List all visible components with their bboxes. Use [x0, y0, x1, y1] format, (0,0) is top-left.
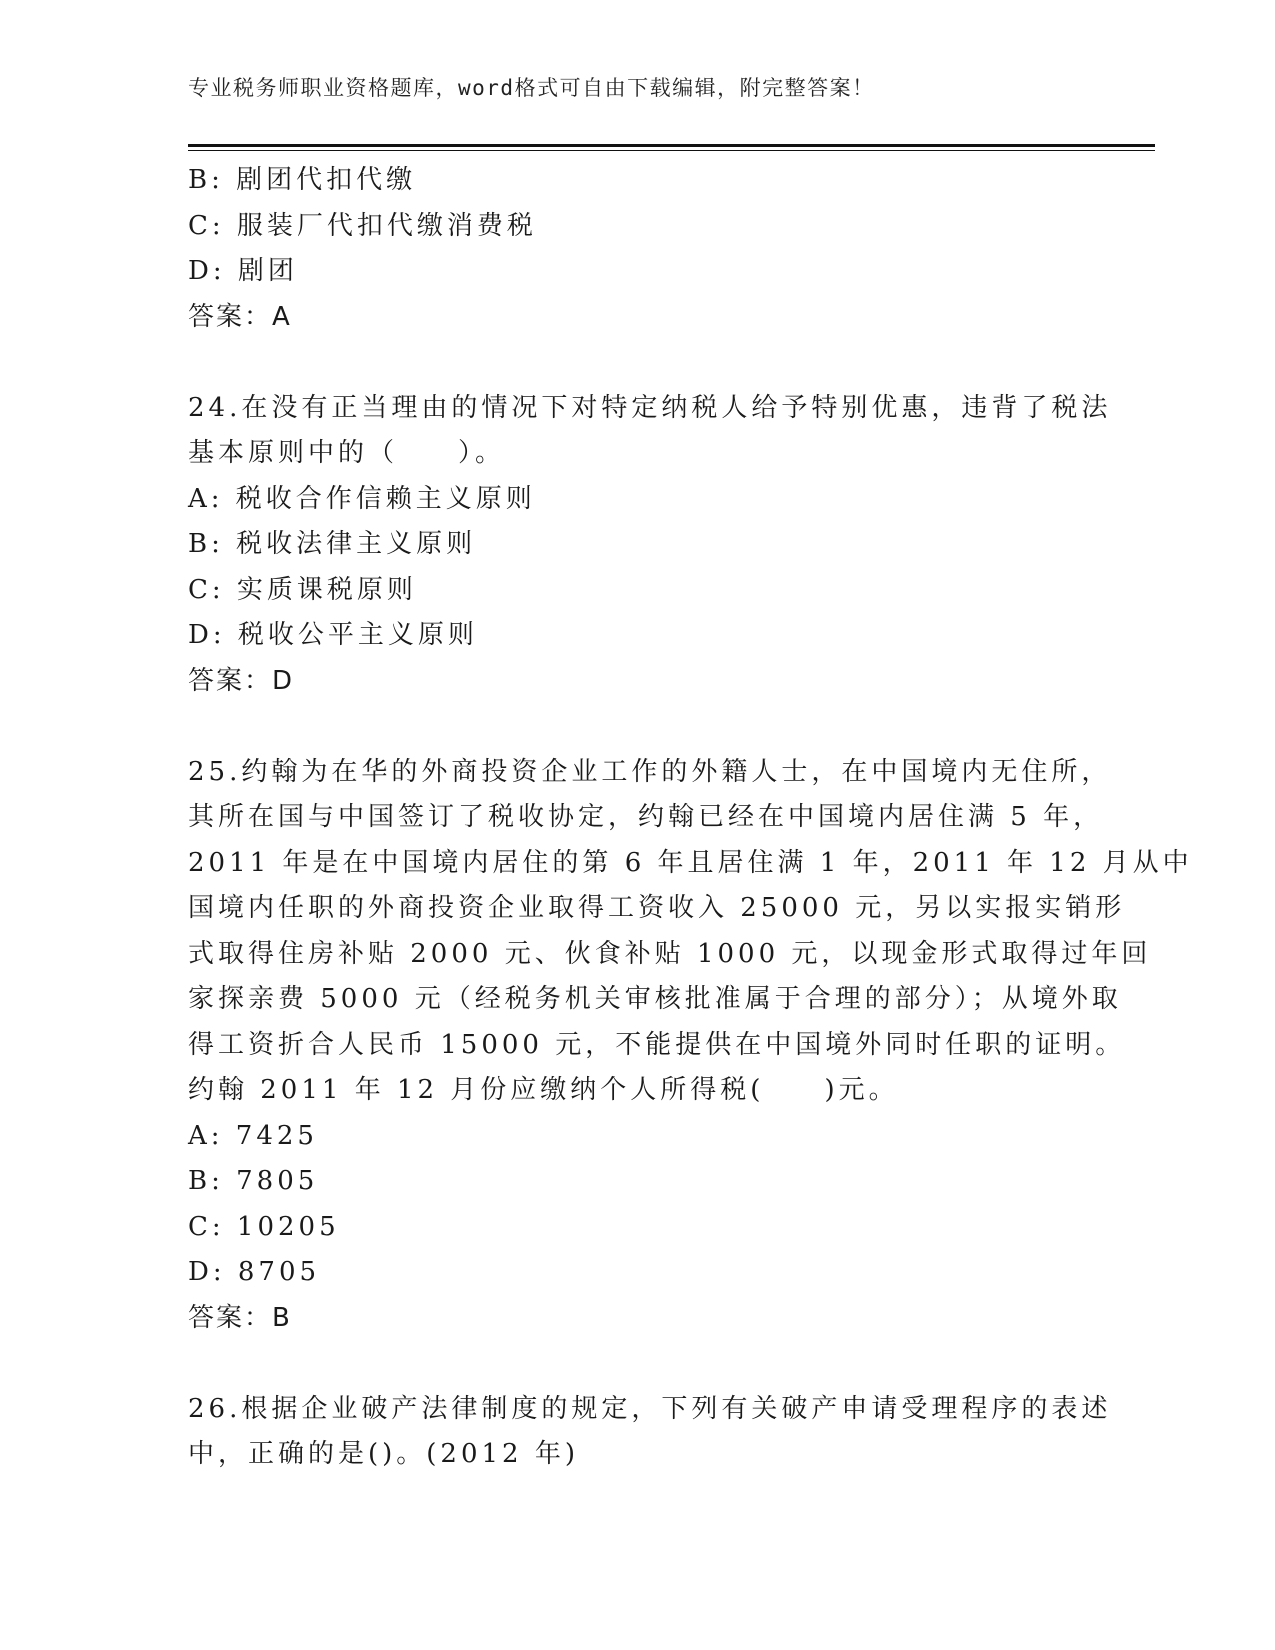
question-text-line: 26.根据企业破产法律制度的规定，下列有关破产申请受理程序的表述: [188, 1393, 1112, 1424]
answer-line: 答案：B: [188, 1302, 292, 1333]
question-24: [188, 386, 1112, 705]
option-b: B: 7805: [188, 1166, 319, 1196]
option-b: B: 剧团代扣代缴: [188, 165, 417, 195]
question-26: [188, 1387, 1112, 1478]
question-text-line: 家探亲费 5000 元（经税务机关审核批准属于合理的部分）；从境外取: [188, 984, 1122, 1014]
option-d: D: 税收公平主义原则: [188, 620, 478, 650]
option-a: A: 7425: [188, 1120, 318, 1151]
question-text-line: 24.在没有正当理由的情况下对特定纳税人给予特别优惠，违背了税法: [188, 392, 1112, 423]
question-text-line: 基本原则中的（ ）。: [188, 438, 506, 468]
question-23-tail: [188, 158, 1088, 340]
option-c: C: 实质课税原则: [188, 574, 417, 605]
option-c: C: 服装厂代扣代缴消费税: [188, 210, 537, 241]
question-text-line: 2011 年是在中国境内居住的第 6 年且居住满 1 年，2011 年 12 月从中: [188, 847, 1193, 878]
option-d: D: 剧团: [188, 256, 298, 286]
page-header: 专业税务师职业资格题库，word格式可自由下载编辑，附完整答案！: [188, 76, 875, 100]
option-c: C: 10205: [188, 1211, 340, 1242]
answer-line: 答案：A: [188, 301, 292, 332]
question-content: [188, 158, 1193, 1478]
header-rule-thick: [188, 144, 1155, 147]
question-text-line: 约翰 2011 年 12 月份应缴纳个人所得税( )元。: [188, 1075, 899, 1105]
question-text-line: 其所在国与中国签订了税收协定，约翰已经在中国境内居住满 5 年，: [188, 802, 1104, 832]
option-a: A: 税收合作信赖主义原则: [188, 483, 536, 514]
question-text-line: 国境内任职的外商投资企业取得工资收入 25000 元，另以实报实销形: [188, 893, 1126, 923]
question-25: [188, 750, 1193, 1342]
header-rule-thin: [188, 150, 1155, 151]
question-text-line: 式取得住房补贴 2000 元、伙食补贴 1000 元，以现金形式取得过年回: [188, 938, 1152, 969]
question-text-line: 中，正确的是()。(2012 年): [188, 1439, 580, 1469]
question-text-line: 25.约翰为在华的外商投资企业工作的外籍人士，在中国境内无住所，: [188, 756, 1112, 787]
option-d: D: 8705: [188, 1257, 321, 1287]
answer-line: 答案：D: [188, 665, 295, 696]
option-b: B: 税收法律主义原则: [188, 529, 477, 559]
question-text-line: 得工资折合人民币 15000 元，不能提供在中国境外同时任职的证明。: [188, 1029, 1126, 1060]
